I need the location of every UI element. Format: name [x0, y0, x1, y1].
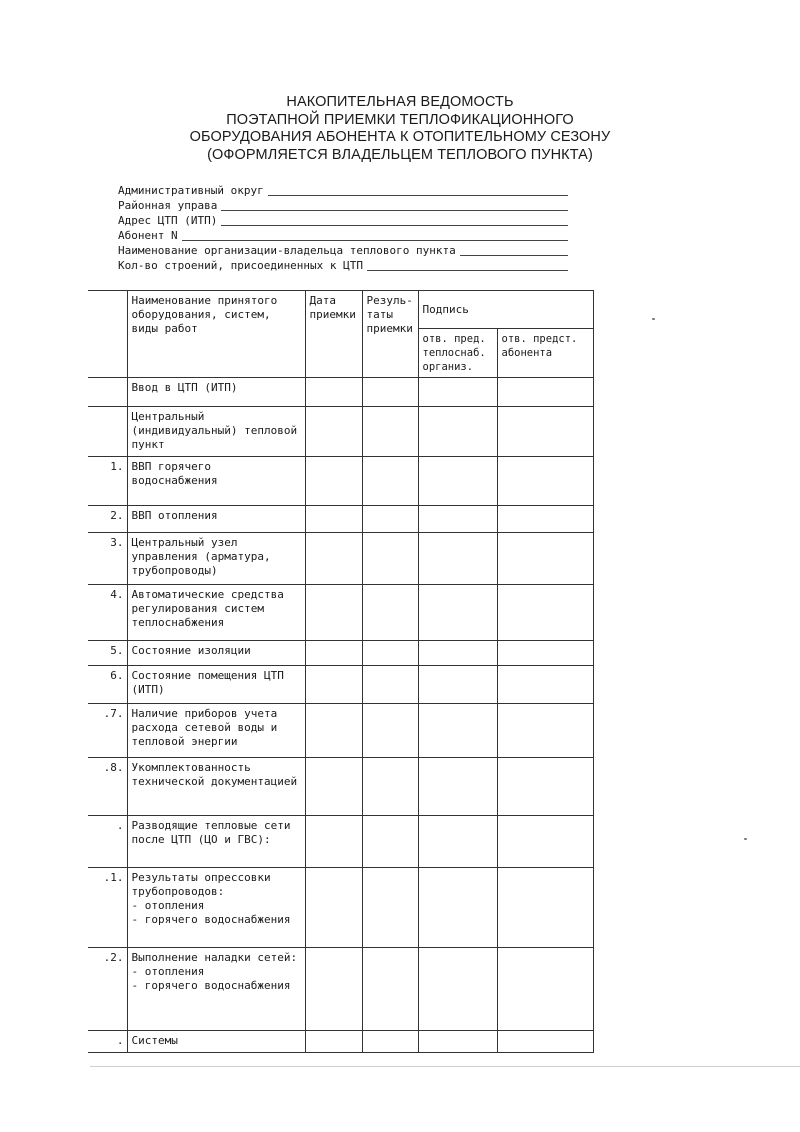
table-row: [88, 666, 593, 704]
row-date-cell[interactable]: [305, 816, 362, 868]
row-results-cell[interactable]: [362, 816, 418, 868]
document-title: [0, 94, 800, 164]
row-date-cell[interactable]: [305, 533, 362, 585]
row-name: Наличие приборов учета расхода сетевой воды и тепловой энергии: [127, 704, 305, 758]
row-number: .2.: [88, 948, 127, 1031]
header-signature: Подпись: [418, 291, 593, 329]
table-row: [88, 641, 593, 666]
row-sig-subscriber-cell[interactable]: [497, 407, 593, 457]
row-sig-subscriber-cell[interactable]: [497, 868, 593, 948]
row-date-cell[interactable]: [305, 378, 362, 407]
row-results-cell[interactable]: [362, 641, 418, 666]
table-row: [88, 407, 593, 457]
row-results-cell[interactable]: [362, 533, 418, 585]
page-edge: [90, 1066, 800, 1067]
row-sig-supplier-cell[interactable]: [418, 533, 497, 585]
scan-speck: [744, 838, 747, 840]
row-sig-supplier-cell[interactable]: [418, 457, 497, 506]
table-row: [88, 868, 593, 948]
fill-line[interactable]: [182, 230, 568, 241]
table-body: [88, 378, 593, 1053]
header-name: Наименование принятого оборудования, систем, виды работ: [127, 291, 305, 378]
row-name: Укомплектованность технической документацией: [127, 758, 305, 816]
fill-line[interactable]: [460, 245, 568, 256]
header-sig-supplier: отв. пред. теплоснаб. организ.: [418, 329, 497, 378]
fill-line[interactable]: [268, 185, 568, 196]
row-results-cell[interactable]: [362, 407, 418, 457]
table-row: [88, 378, 593, 407]
title-line: ОБОРУДОВАНИЯ АБОНЕНТА К ОТОПИТЕЛЬНОМУ СЕЗОНУ: [189, 129, 611, 145]
row-results-cell[interactable]: [362, 457, 418, 506]
row-results-cell[interactable]: [362, 378, 418, 407]
header-num: [88, 291, 127, 378]
row-date-cell[interactable]: [305, 666, 362, 704]
title-line: НАКОПИТЕЛЬНАЯ ВЕДОМОСТЬ: [286, 94, 514, 110]
row-sig-supplier-cell[interactable]: [418, 585, 497, 641]
row-number: 2.: [88, 506, 127, 533]
row-sig-subscriber-cell[interactable]: [497, 378, 593, 407]
row-name: Выполнение наладки сетей: - отопления - горячего водоснабжения: [127, 948, 305, 1031]
row-number: 3.: [88, 533, 127, 585]
row-sig-supplier-cell[interactable]: [418, 948, 497, 1031]
row-number: 1.: [88, 457, 127, 506]
row-number: 5.: [88, 641, 127, 666]
row-sig-supplier-cell[interactable]: [418, 666, 497, 704]
header-results: Резуль-таты приемки: [362, 291, 418, 378]
row-date-cell[interactable]: [305, 704, 362, 758]
table-row: [88, 948, 593, 1031]
row-number: .8.: [88, 758, 127, 816]
row-date-cell[interactable]: [305, 868, 362, 948]
row-sig-supplier-cell[interactable]: [418, 816, 497, 868]
row-date-cell[interactable]: [305, 506, 362, 533]
row-name: Ввод в ЦТП (ИТП): [127, 378, 305, 407]
row-number: [88, 407, 127, 457]
fill-line[interactable]: [221, 215, 568, 226]
row-name: ВВП горячего водоснабжения: [127, 457, 305, 506]
row-number: 4.: [88, 585, 127, 641]
row-number: .7.: [88, 704, 127, 758]
row-sig-subscriber-cell[interactable]: [497, 666, 593, 704]
title-line: (ОФОРМЛЯЕТСЯ ВЛАДЕЛЬЦЕМ ТЕПЛОВОГО ПУНКТА): [207, 146, 593, 163]
row-sig-subscriber-cell[interactable]: [497, 704, 593, 758]
row-results-cell[interactable]: [362, 868, 418, 948]
row-date-cell[interactable]: [305, 457, 362, 506]
table-row: [88, 506, 593, 533]
row-sig-supplier-cell[interactable]: [418, 378, 497, 407]
table-row: [88, 585, 593, 641]
row-name: Центральный узел управления (арматура, трубопроводы): [127, 533, 305, 585]
field-owner[interactable]: Наименование организации-владельца теплового пункта: [118, 243, 568, 258]
row-name: Автоматические средства регулирования систем теплоснабжения: [127, 585, 305, 641]
row-number: .1.: [88, 868, 127, 948]
field-address[interactable]: Адрес ЦТП (ИТП): [118, 213, 568, 228]
fill-line[interactable]: [221, 200, 568, 211]
acceptance-table: [88, 290, 594, 1053]
header-date: Дата приемки: [305, 291, 362, 378]
field-district[interactable]: Административный округ: [118, 183, 568, 198]
row-sig-supplier-cell[interactable]: [418, 1031, 497, 1053]
table-row: [88, 816, 593, 868]
row-sig-subscriber-cell[interactable]: [497, 1031, 593, 1053]
row-number: [88, 378, 127, 407]
row-sig-subscriber-cell[interactable]: [497, 816, 593, 868]
table-row: [88, 457, 593, 506]
row-name: Центральный (индивидуальный) тепловой пункт: [127, 407, 305, 457]
row-sig-subscriber-cell[interactable]: [497, 457, 593, 506]
row-sig-supplier-cell[interactable]: [418, 641, 497, 666]
row-sig-subscriber-cell[interactable]: [497, 585, 593, 641]
fill-line[interactable]: [367, 260, 568, 271]
row-name: Разводящие тепловые сети после ЦТП (ЦО и ГВС):: [127, 816, 305, 868]
row-results-cell[interactable]: [362, 585, 418, 641]
header-fields: [118, 183, 568, 273]
row-sig-subscriber-cell[interactable]: [497, 641, 593, 666]
row-results-cell[interactable]: [362, 506, 418, 533]
scan-speck: [652, 318, 655, 320]
field-council[interactable]: Районная управа: [118, 198, 568, 213]
row-sig-subscriber-cell[interactable]: [497, 533, 593, 585]
table-row: [88, 533, 593, 585]
row-name: Системы: [127, 1031, 305, 1053]
row-sig-supplier-cell[interactable]: [418, 704, 497, 758]
row-date-cell[interactable]: [305, 758, 362, 816]
row-name: Результаты опрессовки трубопроводов: - отопления - горячего водоснабжения: [127, 868, 305, 948]
row-results-cell[interactable]: [362, 1031, 418, 1053]
row-sig-supplier-cell[interactable]: [418, 868, 497, 948]
row-sig-supplier-cell[interactable]: [418, 506, 497, 533]
row-results-cell[interactable]: [362, 666, 418, 704]
row-results-cell[interactable]: [362, 948, 418, 1031]
table-row: [88, 1031, 593, 1053]
row-sig-subscriber-cell[interactable]: [497, 758, 593, 816]
row-date-cell[interactable]: [305, 585, 362, 641]
field-buildings[interactable]: Кол-во строений, присоединенных к ЦТП: [118, 258, 568, 273]
row-name: ВВП отопления: [127, 506, 305, 533]
row-name: Состояние изоляции: [127, 641, 305, 666]
row-number: 6.: [88, 666, 127, 704]
field-subscriber[interactable]: Абонент N: [118, 228, 568, 243]
row-sig-subscriber-cell[interactable]: [497, 948, 593, 1031]
table-row: [88, 758, 593, 816]
row-date-cell[interactable]: [305, 641, 362, 666]
row-date-cell[interactable]: [305, 948, 362, 1031]
row-sig-supplier-cell[interactable]: [418, 758, 497, 816]
title-line: ПОЭТАПНОЙ ПРИЕМКИ ТЕПЛОФИКАЦИОННОГО: [226, 111, 574, 128]
header-sig-subscriber: отв. предст. абонента: [497, 329, 593, 378]
row-date-cell[interactable]: [305, 1031, 362, 1053]
header-row: [88, 291, 593, 329]
row-sig-subscriber-cell[interactable]: [497, 506, 593, 533]
row-date-cell[interactable]: [305, 407, 362, 457]
row-name: Состояние помещения ЦТП (ИТП): [127, 666, 305, 704]
row-number: .: [88, 1031, 127, 1053]
table-row: [88, 704, 593, 758]
row-number: .: [88, 816, 127, 868]
row-sig-supplier-cell[interactable]: [418, 407, 497, 457]
row-results-cell[interactable]: [362, 704, 418, 758]
row-results-cell[interactable]: [362, 758, 418, 816]
